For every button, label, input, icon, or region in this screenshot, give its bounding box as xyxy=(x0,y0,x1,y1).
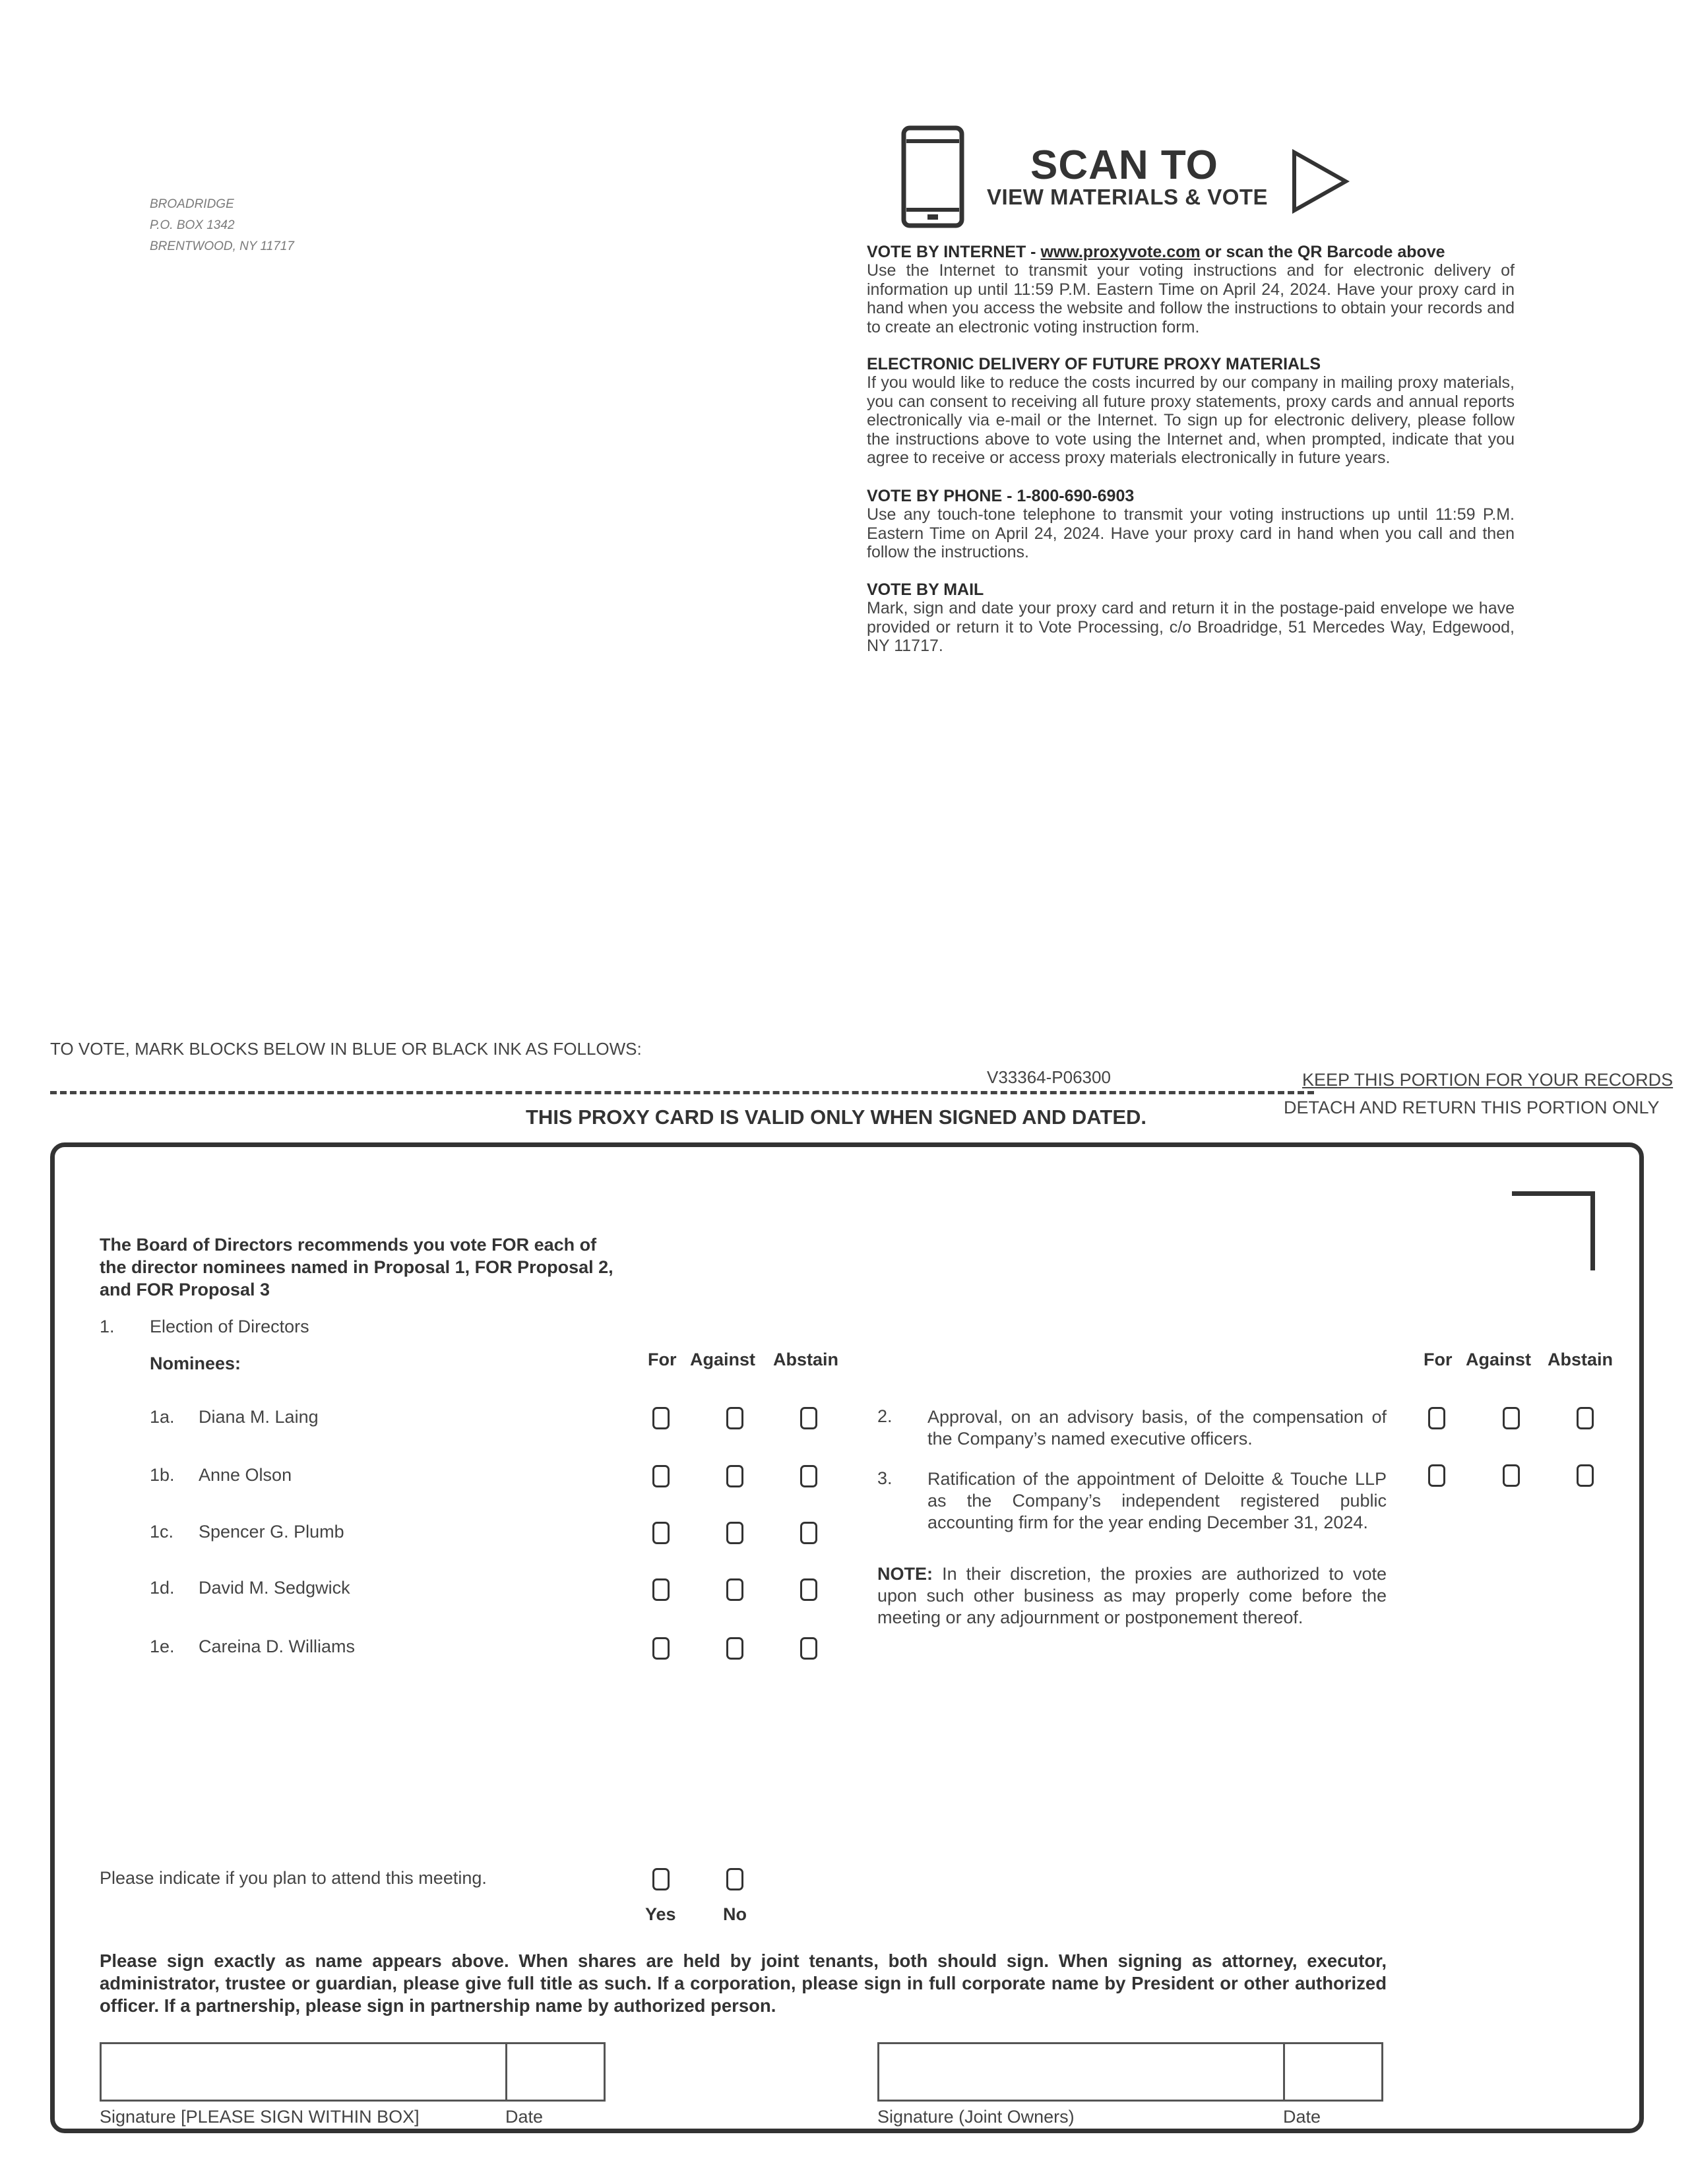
checkbox-abstain[interactable] xyxy=(1577,1464,1594,1487)
return-address-line: BROADRIDGE xyxy=(150,197,234,211)
vote-by-mail-body: Mark, sign and date your proxy card and return it in the postage-paid envelope we have provided or return it to Vote Processing, c/o Broadridge, 51 Mercedes Way, Edgewood, NY 11717. xyxy=(867,599,1515,655)
date-label: Date xyxy=(505,2107,544,2127)
keep-portion-note: KEEP THIS PORTION FOR YOUR RECORDS xyxy=(1302,1070,1674,1090)
detach-portion-note: DETACH AND RETURN THIS PORTION ONLY xyxy=(1284,1098,1660,1117)
checkbox-abstain[interactable] xyxy=(800,1465,817,1487)
checkbox-for[interactable] xyxy=(652,1578,670,1601)
checkbox-for[interactable] xyxy=(1428,1464,1445,1487)
joint-signature-box[interactable] xyxy=(877,2042,1285,2102)
vote-by-phone-body: Use any touch-tone telephone to transmit your voting instructions up until 11:59 P.M. Eastern Time on April 24, 2024. Have your proxy card in hand when you call and then follow the instructions. xyxy=(867,505,1515,561)
nominees-label: Nominees: xyxy=(150,1354,241,1373)
signature-label: Signature [PLEASE SIGN WITHIN BOX] xyxy=(100,2107,420,2127)
nominee-name: Careina D. Williams xyxy=(199,1637,356,1656)
column-abstain: Abstain xyxy=(1548,1350,1614,1369)
checkbox-against[interactable] xyxy=(1503,1407,1520,1429)
vote-by-internet-section xyxy=(867,243,1515,336)
heading-prefix: VOTE BY INTERNET - xyxy=(867,243,1041,261)
scan-subtitle: VIEW MATERIALS & VOTE xyxy=(987,185,1269,209)
checkbox-against[interactable] xyxy=(726,1578,743,1601)
attend-no-label: No xyxy=(723,1904,747,1924)
nominee-code: 1b. xyxy=(150,1465,175,1485)
nominee-code: 1e. xyxy=(150,1637,175,1656)
column-against: Against xyxy=(1466,1350,1532,1369)
signing-instructions: Please sign exactly as name appears above. When shares are held by joint tenants, both should sign. When signing as attorney, executor, administrator, trustee or guardian, please give full title as such. If a corporation, please sign in full corporate name by President or other authorized officer. If a partnership, please sign in partnership name by authorized person. xyxy=(100,1950,1387,2016)
checkbox-for[interactable] xyxy=(652,1407,670,1429)
proposal-number: 3. xyxy=(877,1468,893,1488)
note-label: NOTE: xyxy=(877,1564,933,1584)
mark-instructions: TO VOTE, MARK BLOCKS BELOW IN BLUE OR BLACK INK AS FOLLOWS: xyxy=(50,1039,642,1059)
checkbox-against[interactable] xyxy=(726,1522,743,1544)
signature-box[interactable] xyxy=(100,2042,507,2102)
nominee-code: 1c. xyxy=(150,1522,174,1542)
checkbox-abstain[interactable] xyxy=(1577,1407,1594,1429)
column-abstain: Abstain xyxy=(773,1350,839,1369)
return-address xyxy=(150,194,294,257)
checkbox-abstain[interactable] xyxy=(800,1407,817,1429)
play-triangle-icon xyxy=(1290,148,1350,214)
attend-question: Please indicate if you plan to attend this meeting. xyxy=(100,1868,487,1888)
proxyvote-link[interactable]: www.proxyvote.com xyxy=(1040,243,1201,261)
date-box[interactable] xyxy=(505,2042,606,2102)
nominee-name: Anne Olson xyxy=(199,1465,292,1485)
proposal-number: 2. xyxy=(877,1406,893,1426)
column-for: For xyxy=(648,1350,677,1369)
note-text: In their discretion, the proxies are authorized to vote upon such other business as may properly come before the meeting or any adjournment or postponement thereof. xyxy=(877,1564,1387,1627)
checkbox-against[interactable] xyxy=(726,1465,743,1487)
column-for: For xyxy=(1424,1350,1453,1369)
vote-by-phone-heading: VOTE BY PHONE - 1-800-690-6903 xyxy=(867,487,1135,505)
checkbox-against[interactable] xyxy=(1503,1464,1520,1487)
note-paragraph xyxy=(877,1563,1387,1629)
scan-title: SCAN TO xyxy=(1030,142,1218,188)
checkbox-against[interactable] xyxy=(726,1637,743,1660)
joint-date-label: Date xyxy=(1283,2107,1321,2127)
vote-by-internet-body: Use the Internet to transmit your voting instructions and for electronic delivery of information up until 11:59 P.M. Eastern Time on April 24, 2024. Have your proxy card in hand when you access the website and follow the instructions to obtain your records and to create an electronic voting instruction form. xyxy=(867,261,1515,336)
vote-by-phone-section xyxy=(867,487,1515,562)
checkbox-attend-no[interactable] xyxy=(726,1868,743,1890)
return-address-line: P.O. BOX 1342 xyxy=(150,218,235,232)
electronic-delivery-body: If you would like to reduce the costs incurred by our company in mailing proxy materials, you can consent to receiving all future proxy statements, proxy cards and annual reports electronically via e-mail or the Internet. To sign up for electronic delivery, please follow the instructions above to vote using the Internet and, when prompted, indicate that you agree to receive or access proxy materials electronically in future years. xyxy=(867,373,1515,467)
checkbox-for[interactable] xyxy=(652,1637,670,1660)
joint-signature-label: Signature (Joint Owners) xyxy=(877,2107,1075,2127)
vote-by-mail-heading: VOTE BY MAIL xyxy=(867,580,984,599)
smartphone-icon xyxy=(901,125,964,228)
vote-by-mail-section xyxy=(867,580,1515,656)
proposal-text: Ratification of the appointment of Deloitte & Touche LLP as the Company’s independent registered public accounting firm for the year ending December 31, 2024. xyxy=(927,1469,1387,1532)
nominee-code: 1d. xyxy=(150,1578,175,1598)
checkbox-abstain[interactable] xyxy=(800,1522,817,1544)
nominee-name: Spencer G. Plumb xyxy=(199,1522,344,1542)
checkbox-against[interactable] xyxy=(726,1407,743,1429)
return-address-line: BRENTWOOD, NY 11717 xyxy=(150,239,294,253)
electronic-delivery-heading: ELECTRONIC DELIVERY OF FUTURE PROXY MATERIALS xyxy=(867,355,1321,373)
heading-suffix: or scan the QR Barcode above xyxy=(1200,243,1445,261)
proposal-1-title: Election of Directors xyxy=(150,1317,309,1336)
control-number: V33364-P06300 xyxy=(987,1067,1111,1087)
detach-line xyxy=(50,1091,1314,1094)
nominee-code: 1a. xyxy=(150,1407,175,1427)
joint-date-box[interactable] xyxy=(1283,2042,1383,2102)
corner-mark xyxy=(1512,1191,1595,1270)
attend-yes-label: Yes xyxy=(645,1904,676,1924)
electronic-delivery-section xyxy=(867,355,1515,468)
checkbox-for[interactable] xyxy=(652,1522,670,1544)
checkbox-abstain[interactable] xyxy=(800,1578,817,1601)
checkbox-abstain[interactable] xyxy=(800,1637,817,1660)
checkbox-attend-yes[interactable] xyxy=(652,1868,670,1890)
checkbox-for[interactable] xyxy=(652,1465,670,1487)
board-recommendation: The Board of Directors recommends you vote FOR each of the director nominees named in Proposal 1, FOR Proposal 2, and FOR Proposal 3 xyxy=(100,1235,613,1299)
proposal-text: Approval, on an advisory basis, of the compensation of the Company’s named executive officers. xyxy=(927,1407,1387,1449)
valid-notice: THIS PROXY CARD IS VALID ONLY WHEN SIGNED AND DATED. xyxy=(526,1106,1147,1129)
proposal-1-number: 1. xyxy=(100,1317,115,1336)
nominee-name: David M. Sedgwick xyxy=(199,1578,350,1598)
checkbox-for[interactable] xyxy=(1428,1407,1445,1429)
vote-by-internet-heading xyxy=(867,243,1515,261)
column-against: Against xyxy=(690,1350,756,1369)
nominee-name: Diana M. Laing xyxy=(199,1407,319,1427)
